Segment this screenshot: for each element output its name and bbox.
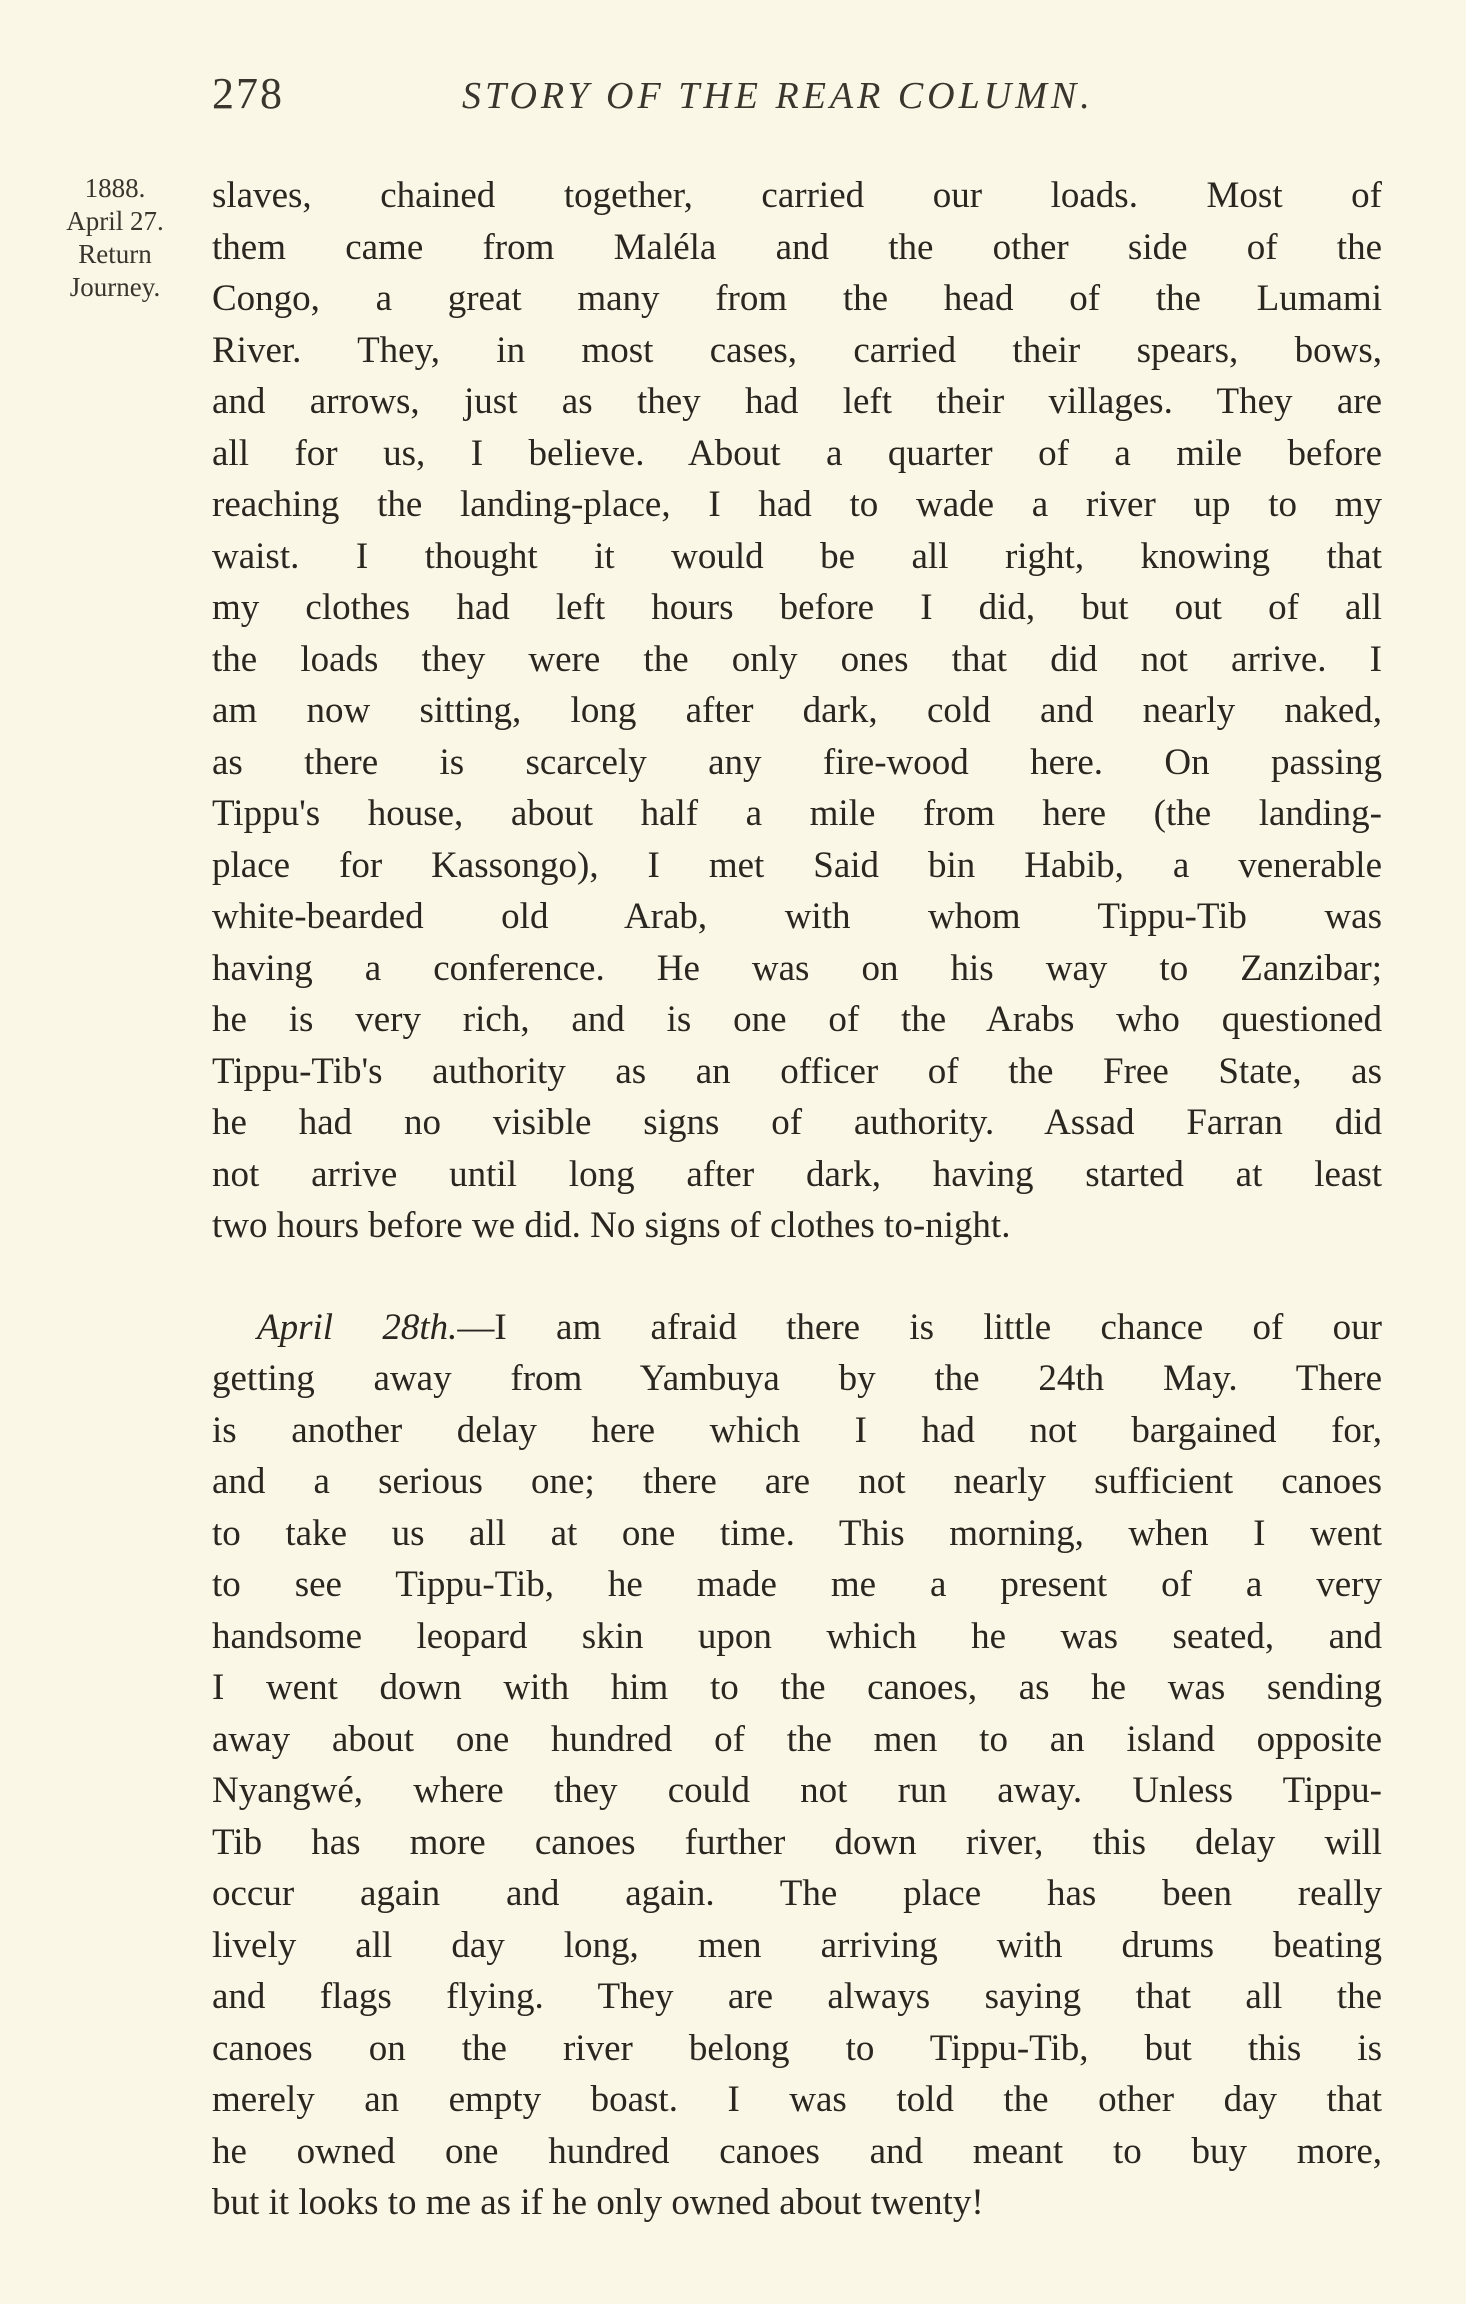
text-line: away about one hundred of the men to an island opposite [212,1718,1382,1760]
text-line-first [212,1302,1382,1354]
text-line: he is very rich, and is one of the Arabs who questioned [212,999,1382,1040]
body-text [212,170,1382,2229]
margin-note-topic: Return [78,239,152,269]
paragraph-1 [212,170,1382,1252]
text-line: to see Tippu-Tib, he made me a present of a very [212,1564,1382,1605]
text-line: not arrive until long after dark, having started at least [212,1153,1382,1195]
page-number: 278 [212,69,284,118]
text-line: Tippu-Tib's authority as an officer of the Free State, as [212,1050,1382,1092]
text-line: the loads they were the only ones that did not arrive. I [212,638,1382,680]
margin-note-date: April 27. [66,206,164,236]
text-line: I went down with him to the canoes, as he was sending [212,1667,1382,1708]
text-line: he owned one hundred canoes and meant to buy more, [212,2130,1382,2172]
margin-note-topic-cont: Journey. [69,272,161,302]
text-line: two hours before we did. No signs of clothes to-night. [212,1205,1011,1246]
text-line: as there is scarcely any fire-wood here. On passing [212,741,1382,783]
first-line-text: —I am afraid there is little chance of our [457,1306,1382,1348]
text-line: Tippu's house, about half a mile from here (the landing- [212,793,1382,834]
text-line: merely an empty boast. I was told the other day that [212,2079,1382,2120]
page-header [212,68,1382,128]
text-line: and a serious one; there are not nearly sufficient canoes [212,1461,1382,1502]
text-line: Nyangwé, where they could not run away. Unless Tippu- [212,1770,1382,1811]
text-line: handsome leopard skin upon which he was seated, and [212,1615,1382,1657]
text-line: waist. I thought it would be all right, knowing that [212,535,1382,577]
text-line: to take us all at one time. This morning, when I went [212,1512,1382,1554]
text-line: occur again and again. The place has been really [212,1873,1382,1914]
text-line: getting away from Yambuya by the 24th May. There [212,1358,1382,1399]
text-line: having a conference. He was on his way to Zanzibar; [212,947,1382,989]
text-line: Tib has more canoes further down river, this delay will [212,1821,1382,1863]
text-line: River. They, in most cases, carried their spears, bows, [212,329,1382,371]
text-line: place for Kassongo), I met Said bin Habib, a venerable [212,844,1382,886]
text-line: all for us, I believe. About a quarter of a mile before [212,432,1382,474]
text-line: is another delay here which I had not bargained for, [212,1409,1382,1451]
text-line: slaves, chained together, carried our loads. Most of [212,175,1382,216]
text-line: my clothes had left hours before I did, but out of all [212,587,1382,628]
text-line: and flags flying. They are always saying that all the [212,1976,1382,2017]
text-line: am now sitting, long after dark, cold and nearly naked, [212,690,1382,731]
text-line: white-bearded old Arab, with whom Tippu-Tib was [212,896,1382,937]
entry-date: April 28th. [257,1306,458,1348]
margin-note-year: 1888. [84,173,146,203]
paragraph-gap [212,1252,1382,1302]
paragraph-2 [212,1302,1382,2229]
text-line: and arrows, just as they had left their villages. They are [212,381,1382,422]
text-line: Congo, a great many from the head of the Lumami [212,278,1382,319]
text-line: but it looks to me as if he only owned about twenty! [212,2182,984,2223]
text-line: he had no visible signs of authority. Assad Farran did [212,1102,1382,1143]
running-title: STORY OF THE REAR COLUMN. [462,75,1094,117]
text-line: reaching the landing-place, I had to wade a river up to my [212,484,1382,525]
text-line: them came from Maléla and the other side of the [212,226,1382,268]
text-line: canoes on the river belong to Tippu-Tib, but this is [212,2027,1382,2069]
margin-note [40,172,190,304]
text-line: lively all day long, men arriving with drums beating [212,1924,1382,1966]
